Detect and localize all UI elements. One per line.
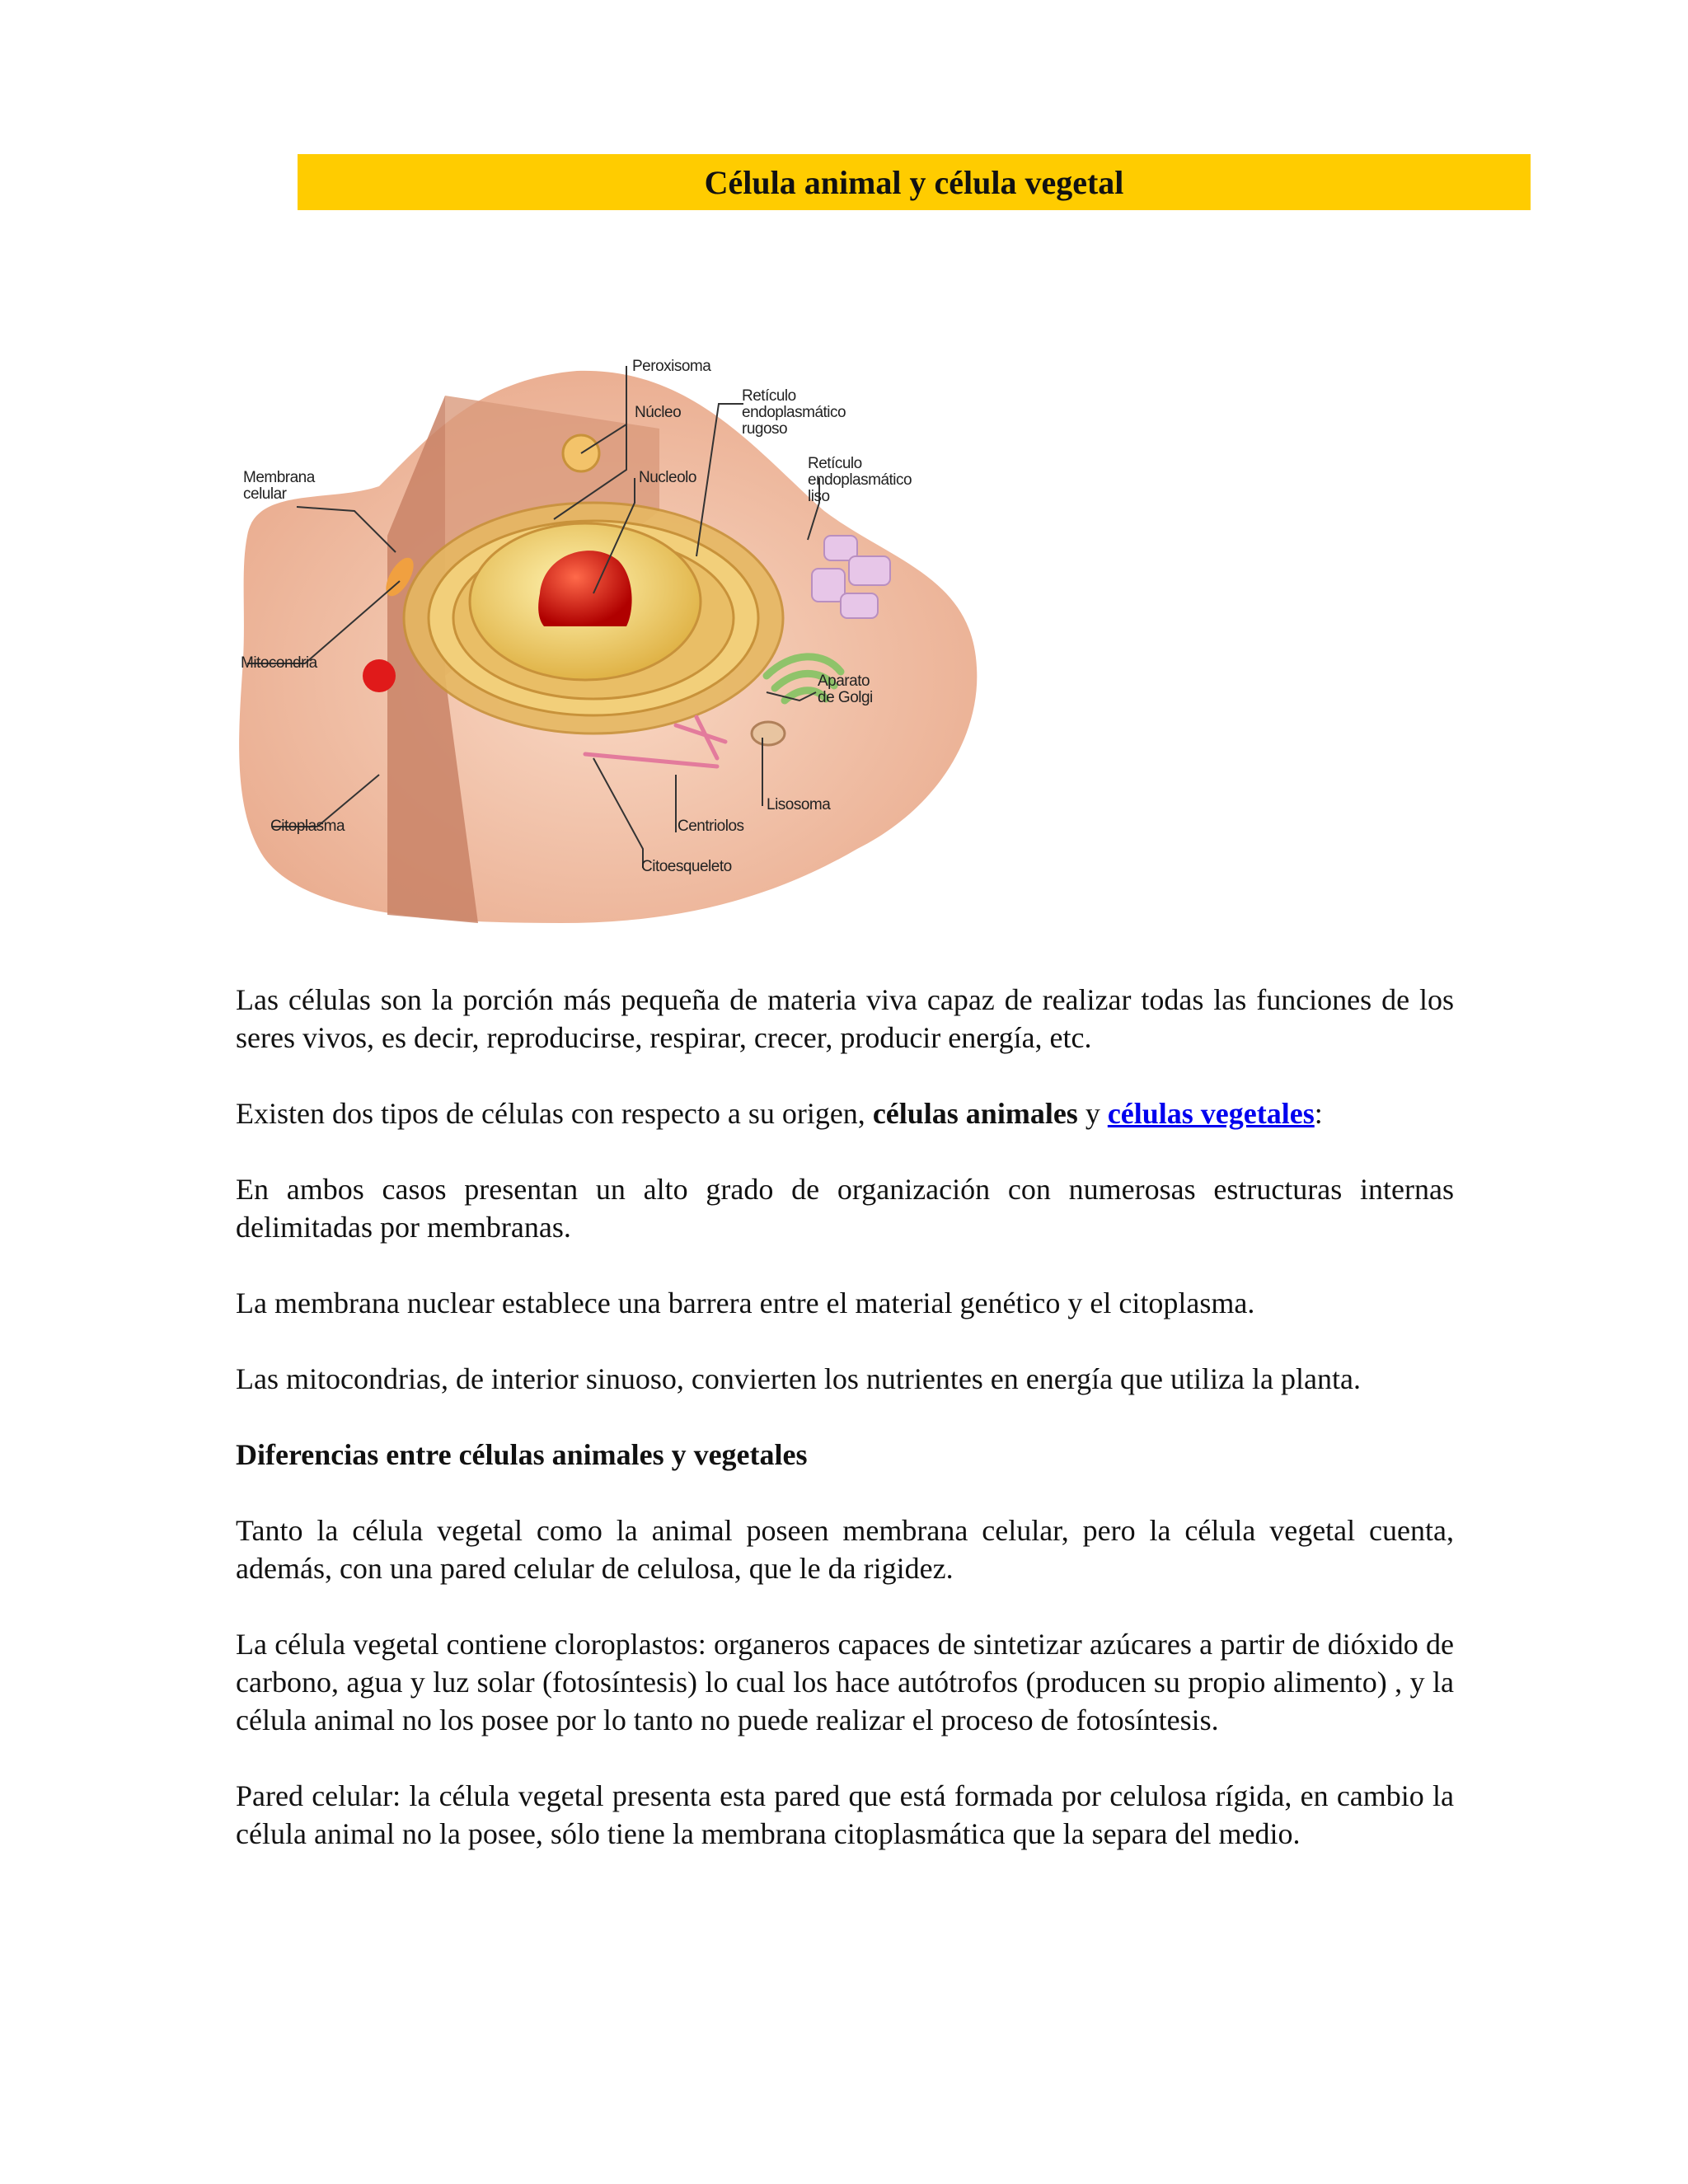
label-centriolos: Centriolos xyxy=(678,818,744,835)
types-prefix: Existen dos tipos de células con respecto a su origen, xyxy=(236,1097,873,1130)
label-membrana-2: celular xyxy=(243,485,287,503)
page-title: Célula animal y célula vegetal xyxy=(704,163,1124,201)
label-nucleo: Núcleo xyxy=(635,404,682,421)
label-mitocondria: Mitocondria xyxy=(241,654,317,672)
label-citoplasma: Citoplasma xyxy=(270,818,345,835)
label-nucleolo: Nucleolo xyxy=(639,469,696,486)
paragraph-cell-wall: Pared celular: la célula vegetal presenta esta pared que está formada por celulosa rígida, en cambio la célula animal no la posee, sólo tiene la membrana citoplasmática que la separa del medio. xyxy=(236,1779,1454,1850)
paragraph-types xyxy=(236,1094,1454,1132)
body-text xyxy=(236,981,1454,1891)
label-citoesqueleto: Citoesqueleto xyxy=(641,858,732,875)
label-reticulo-rugoso-2: endoplasmático xyxy=(742,404,846,421)
types-animal-bold: células animales xyxy=(872,1097,1078,1130)
label-lisosoma: Lisosoma xyxy=(767,796,831,813)
types-mid: y xyxy=(1077,1097,1108,1130)
label-reticulo-liso-1: Retículo xyxy=(808,455,862,472)
animal-cell-diagram xyxy=(231,346,997,956)
types-suffix: : xyxy=(1314,1097,1323,1130)
paragraph-cell-wall-intro: Tanto la célula vegetal como la animal poseen membrana celular, pero la célula vegetal cuenta, además, con una pared celular de celulosa, que le da rigidez. xyxy=(236,1514,1454,1585)
label-golgi-1: Aparato xyxy=(818,673,870,690)
paragraph-mitochondria: Las mitocondrias, de interior sinuoso, convierten los nutrientes en energía que utiliza la planta. xyxy=(236,1362,1361,1395)
section-heading-differences: Diferencias entre células animales y vegetales xyxy=(236,1438,808,1471)
paragraph-organization: En ambos casos presentan un alto grado de organización con numerosas estructuras internas delimitadas por membranas. xyxy=(236,1173,1454,1244)
label-golgi-2: de Golgi xyxy=(818,689,873,706)
celulas-vegetales-link[interactable]: células vegetales xyxy=(1107,1097,1315,1130)
label-reticulo-liso-2: endoplasmático xyxy=(808,471,912,489)
label-peroxisoma: Peroxisoma xyxy=(632,358,711,375)
label-reticulo-rugoso-3: rugoso xyxy=(742,420,788,438)
animal-cell-illustration xyxy=(231,346,997,956)
label-reticulo-liso-3: liso xyxy=(808,488,830,505)
title-banner xyxy=(298,154,1531,210)
lysosome-red-shape xyxy=(363,659,396,692)
label-reticulo-rugoso-1: Retículo xyxy=(742,387,796,405)
paragraph-nuclear-membrane: La membrana nuclear establece una barrera entre el material genético y el citoplasma. xyxy=(236,1286,1255,1319)
label-membrana-1: Membrana xyxy=(243,469,315,486)
paragraph-chloroplasts: La célula vegetal contiene cloroplastos: organeros capaces de sintetizar azúcares a partir de dióxido de carbono, agua y luz solar (fotosíntesis) lo cual los hace autótrofos (producen su propio alimento) , y la célula animal no los posee por lo tanto no puede realizar el proceso de fotosíntesis. xyxy=(236,1628,1454,1736)
paragraph-intro: Las células son la porción más pequeña de materia viva capaz de realizar todas las funciones de los seres vivos, es decir, reproducirse, respirar, crecer, producir energía, etc. xyxy=(236,983,1454,1054)
lysosome-shape xyxy=(752,722,785,745)
